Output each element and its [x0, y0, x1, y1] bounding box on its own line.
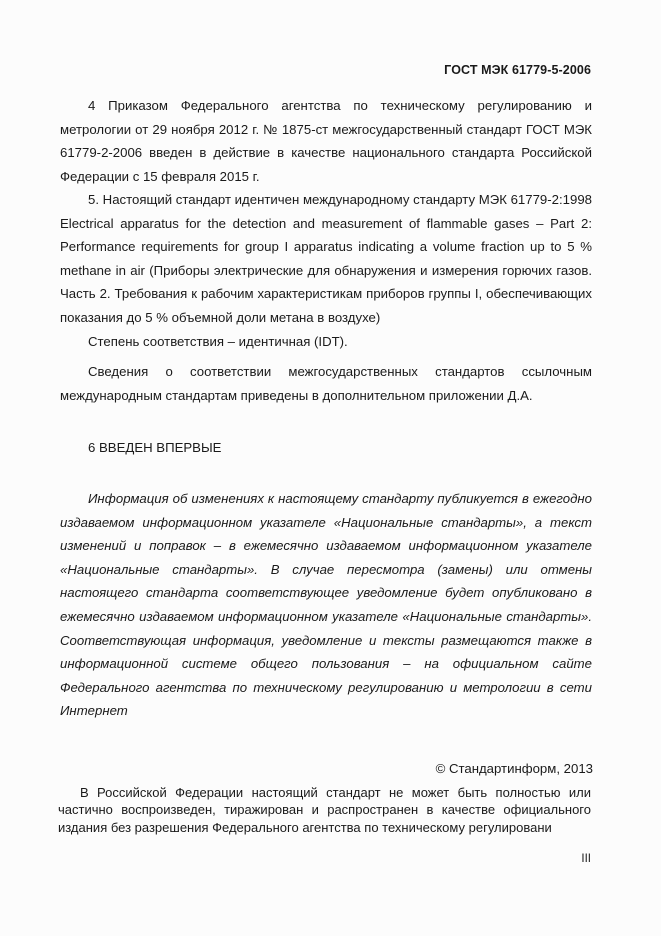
item-4-text: 4 Приказом Федерального агентства по техническому регулированию и метрологии от 29 ноября 2012 г. № 1875-ст межгосударственный стандарт ГОСТ МЭК 61779-2-2006 введен в действие в качестве национального стандарта Российской Федерации с 15 февраля 2015 г.: [60, 98, 592, 184]
amendments-info-text: Информация об изменениях к настоящему стандарту публикуется в ежегодно издаваемом информационном указателе «Национальные стандарты», а текст изменений и поправок – в ежемесячно издаваемом информационном указателе «Национальные стандарты». В случае пересмотра (замены) или отмены настоящего стандарта соответствующее уведомление будет опубликовано в ежемесячно издаваемом информационном указателе «Национальные стандарты». Соответствующая информация, уведомление и тексты размещаются также в информационной системе общего пользования – на официальном сайте Федерального агентства по техническому регулированию и метрологии в сети Интернет: [60, 491, 592, 719]
reproduction-notice: В Российской Федерации настоящий стандарт не может быть полностью или частично воспроизведен, тиражирован и распространен в качестве официального издания без разрешения Федерального агентства по техническому регулировани: [58, 785, 591, 835]
item-6-text: 6 ВВЕДЕН ВПЕРВЫЕ: [88, 440, 222, 455]
section-item-5: [60, 188, 592, 330]
conformity-text: Степень соответствия – идентичная (IDT).: [88, 334, 348, 349]
section-item-6: [60, 436, 592, 460]
page-number: III: [581, 853, 591, 865]
conformity-degree: [60, 330, 592, 354]
section-item-4: [60, 94, 592, 188]
item-5-text: 5. Настоящий стандарт идентичен международному стандарту МЭК 61779-2:1998 Electrical apparatus for the detection and measurement of flammable gases – Part 2: Performance requirements for group I apparatus indicating a volume fraction up to 5 % methane in air (Приборы электрические для обнаружения и измерения горючих газов. Часть 2. Требования к рабочим характеристикам приборов группы I, обеспечивающих показания до 5 % объемной доли метана в воздухе): [60, 192, 592, 325]
standard-code-header: ГОСТ МЭК 61779-5-2006: [444, 63, 591, 77]
copyright-line: © Стандартинформ, 2013: [435, 761, 593, 776]
references-text: Сведения о соответствии межгосударственных стандартов ссылочным международным стандартам приведены в дополнительном приложении Д.А.: [60, 364, 592, 403]
amendments-info-notice: [60, 487, 592, 723]
references-info: [60, 360, 592, 407]
